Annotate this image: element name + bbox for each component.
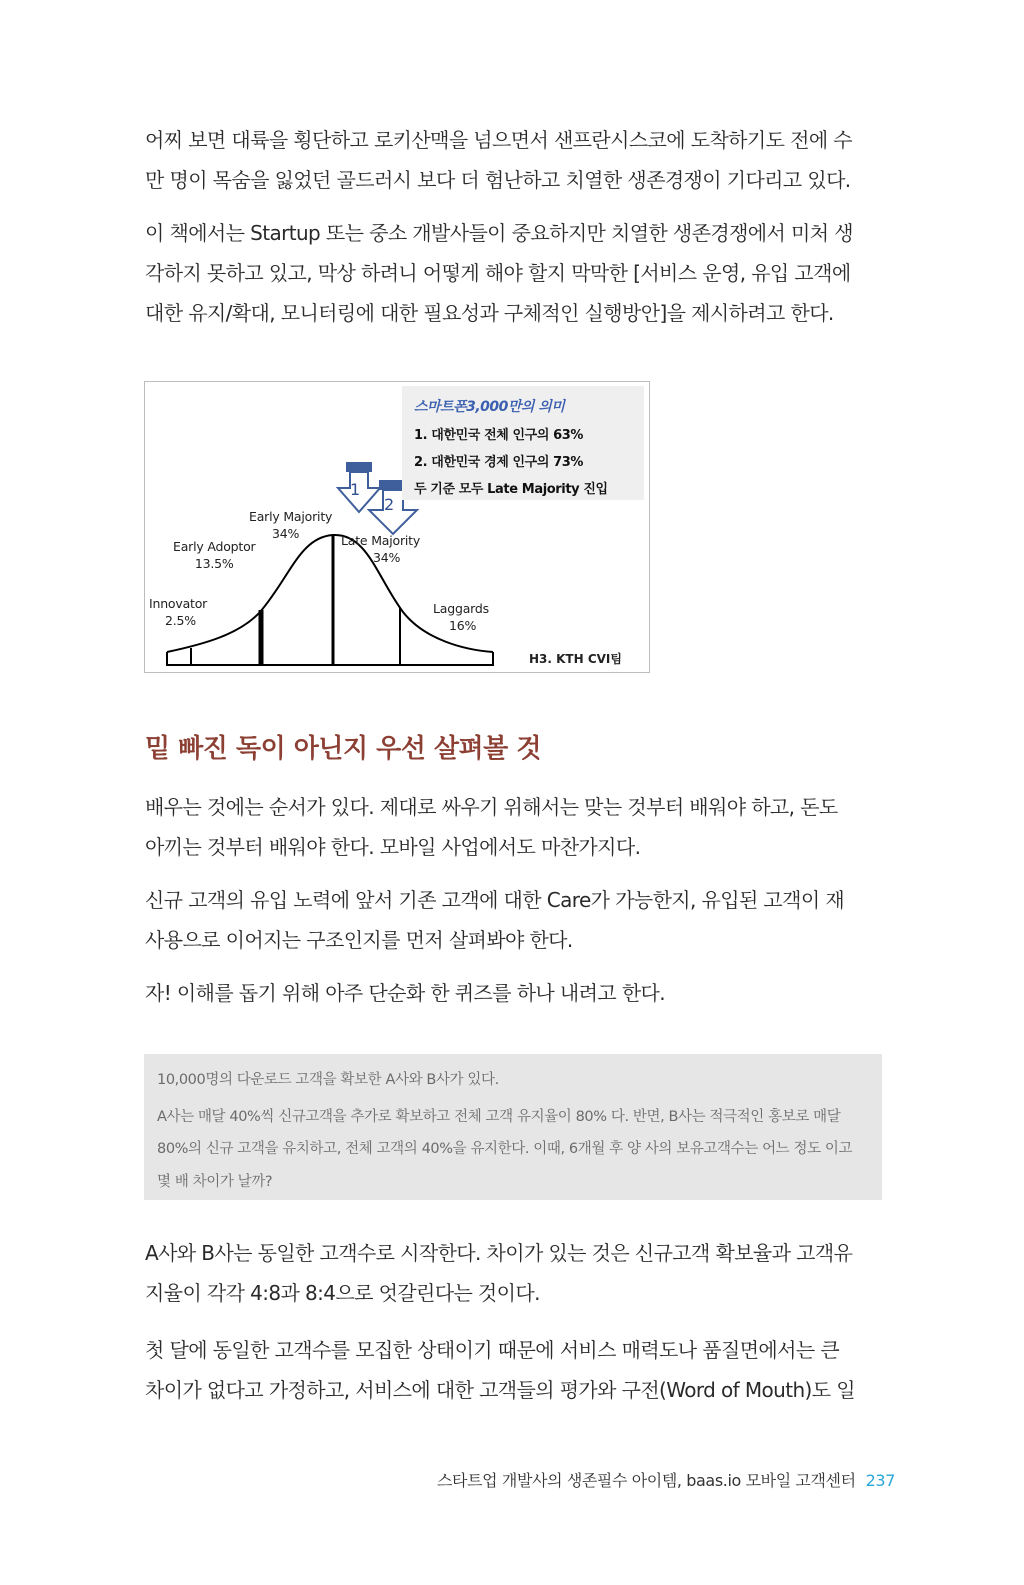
- text-line: A사와 B사는 동일한 고객수로 시작한다. 차이가 있는 것은 신규고객 확보율과 고객유: [145, 1241, 853, 1265]
- text-line: 어찌 보면 대륙을 횡단하고 로키산맥을 넘으면서 샌프란시스코에 도착하기도 전에 수: [145, 128, 853, 152]
- segment-percent: 2.5%: [165, 613, 196, 628]
- quiz-line: 몇 배 차이가 날까?: [157, 1174, 273, 1190]
- segment-label-innovator: [149, 595, 207, 629]
- smartphone-info-box: [402, 386, 644, 500]
- quiz-box: [144, 1054, 882, 1200]
- segment-name: Late Majority: [341, 533, 421, 548]
- quiz-line: 80%의 신규 고객을 유치하고, 전체 고객의 40%을 유지한다. 이때, 6개월 후 양 사의 보유고객수는 어느 정도 이고: [157, 1141, 853, 1157]
- text-line: 이 책에서는 Startup 또는 중소 개발사들이 중요하지만 치열한 생존경쟁에서 미처 생: [145, 221, 853, 245]
- paragraph-retention: [145, 880, 885, 960]
- text-line: 각하지 못하고 있고, 막상 하려니 어떻게 해야 할지 막막한 [서비스 운영, 유입 고객에: [145, 261, 851, 285]
- segment-name: Early Majority: [249, 509, 333, 524]
- segment-label-early-majority: [249, 508, 332, 542]
- text-line: 대한 유지/확대, 모니터링에 대한 필요성과 구체적인 실행방안]을 제시하려고 한다.: [145, 301, 834, 325]
- text-line: 자! 이해를 돕기 위해 아주 단순화 한 퀴즈를 하나 내려고 한다.: [145, 981, 666, 1005]
- segment-name: Innovator: [149, 596, 208, 611]
- segment-label-late-majority: [341, 532, 420, 566]
- section-heading: 밑 빠진 독이 아닌지 우선 살펴볼 것: [145, 734, 541, 764]
- segment-label-early-adopter: [173, 538, 255, 572]
- segment-name: Early Adoptor: [173, 539, 256, 554]
- page-number: 237: [865, 1471, 895, 1490]
- text-line: 사용으로 이어지는 구조인지를 먼저 살펴봐야 한다.: [145, 928, 573, 952]
- arrow-2-label: 2: [384, 495, 395, 514]
- paragraph-quiz-intro: [145, 973, 885, 1013]
- paragraph-gold-rush: [145, 120, 885, 200]
- text-line: 아끼는 것부터 배워야 한다. 모바일 사업에서도 마찬가지다.: [145, 835, 641, 859]
- quiz-line: 10,000명의 다운로드 고객을 확보한 A사와 B사가 있다.: [157, 1072, 499, 1088]
- segment-percent: 16%: [449, 618, 477, 633]
- info-line: 1. 대한민국 전체 인구의 63%: [414, 428, 584, 443]
- figure-credit: H3. KTH CVI팀: [529, 652, 622, 666]
- page-footer: [437, 1468, 895, 1491]
- segment-percent: 34%: [373, 550, 401, 565]
- info-line: 2. 대한민국 경제 인구의 73%: [414, 455, 584, 470]
- text-line: 배우는 것에는 순서가 있다. 제대로 싸우기 위해서는 맞는 것부터 배워야 하고, 돈도: [145, 795, 838, 819]
- text-line: 만 명이 목숨을 잃었던 골드러시 보다 더 험난하고 치열한 생존경쟁이 기다리고 있다.: [145, 168, 851, 192]
- segment-percent: 34%: [272, 526, 300, 541]
- footer-title: 스타트업 개발사의 생존필수 아이템, baas.io 모바일 고객센터: [437, 1471, 856, 1490]
- text-line: 첫 달에 동일한 고객수를 모집한 상태이기 때문에 서비스 매력도나 품질면에서는 큰: [145, 1338, 840, 1362]
- info-line: 두 기준 모두 Late Majority 진입: [414, 482, 608, 497]
- segment-label-laggards: [433, 600, 489, 634]
- paragraph-assumption: [145, 1330, 885, 1410]
- quiz-line: A사는 매달 40%씩 신규고객을 추가로 확보하고 전체 고객 유지율이 80% 다. 반면, B사는 적극적인 홍보로 매달: [157, 1109, 841, 1125]
- paragraph-book-purpose: [145, 213, 885, 333]
- text-line: 신규 고객의 유입 노력에 앞서 기존 고객에 대한 Care가 가능한지, 유입된 고객이 재: [145, 888, 845, 912]
- text-line: 지율이 각각 4:8과 8:4으로 엇갈린다는 것이다.: [145, 1281, 540, 1305]
- segment-name: Laggards: [433, 601, 489, 616]
- segment-percent: 13.5%: [194, 556, 234, 571]
- info-title: 스마트폰3,000만의 의미: [414, 399, 565, 415]
- arrow-1-label: 1: [350, 480, 361, 499]
- adoption-curve-figure: [144, 381, 650, 673]
- paragraph-order: [145, 787, 885, 867]
- text-line: 차이가 없다고 가정하고, 서비스에 대한 고객들의 평가와 구전(Word of Mouth)도 일: [145, 1378, 855, 1402]
- paragraph-quiz-analysis: [145, 1233, 885, 1313]
